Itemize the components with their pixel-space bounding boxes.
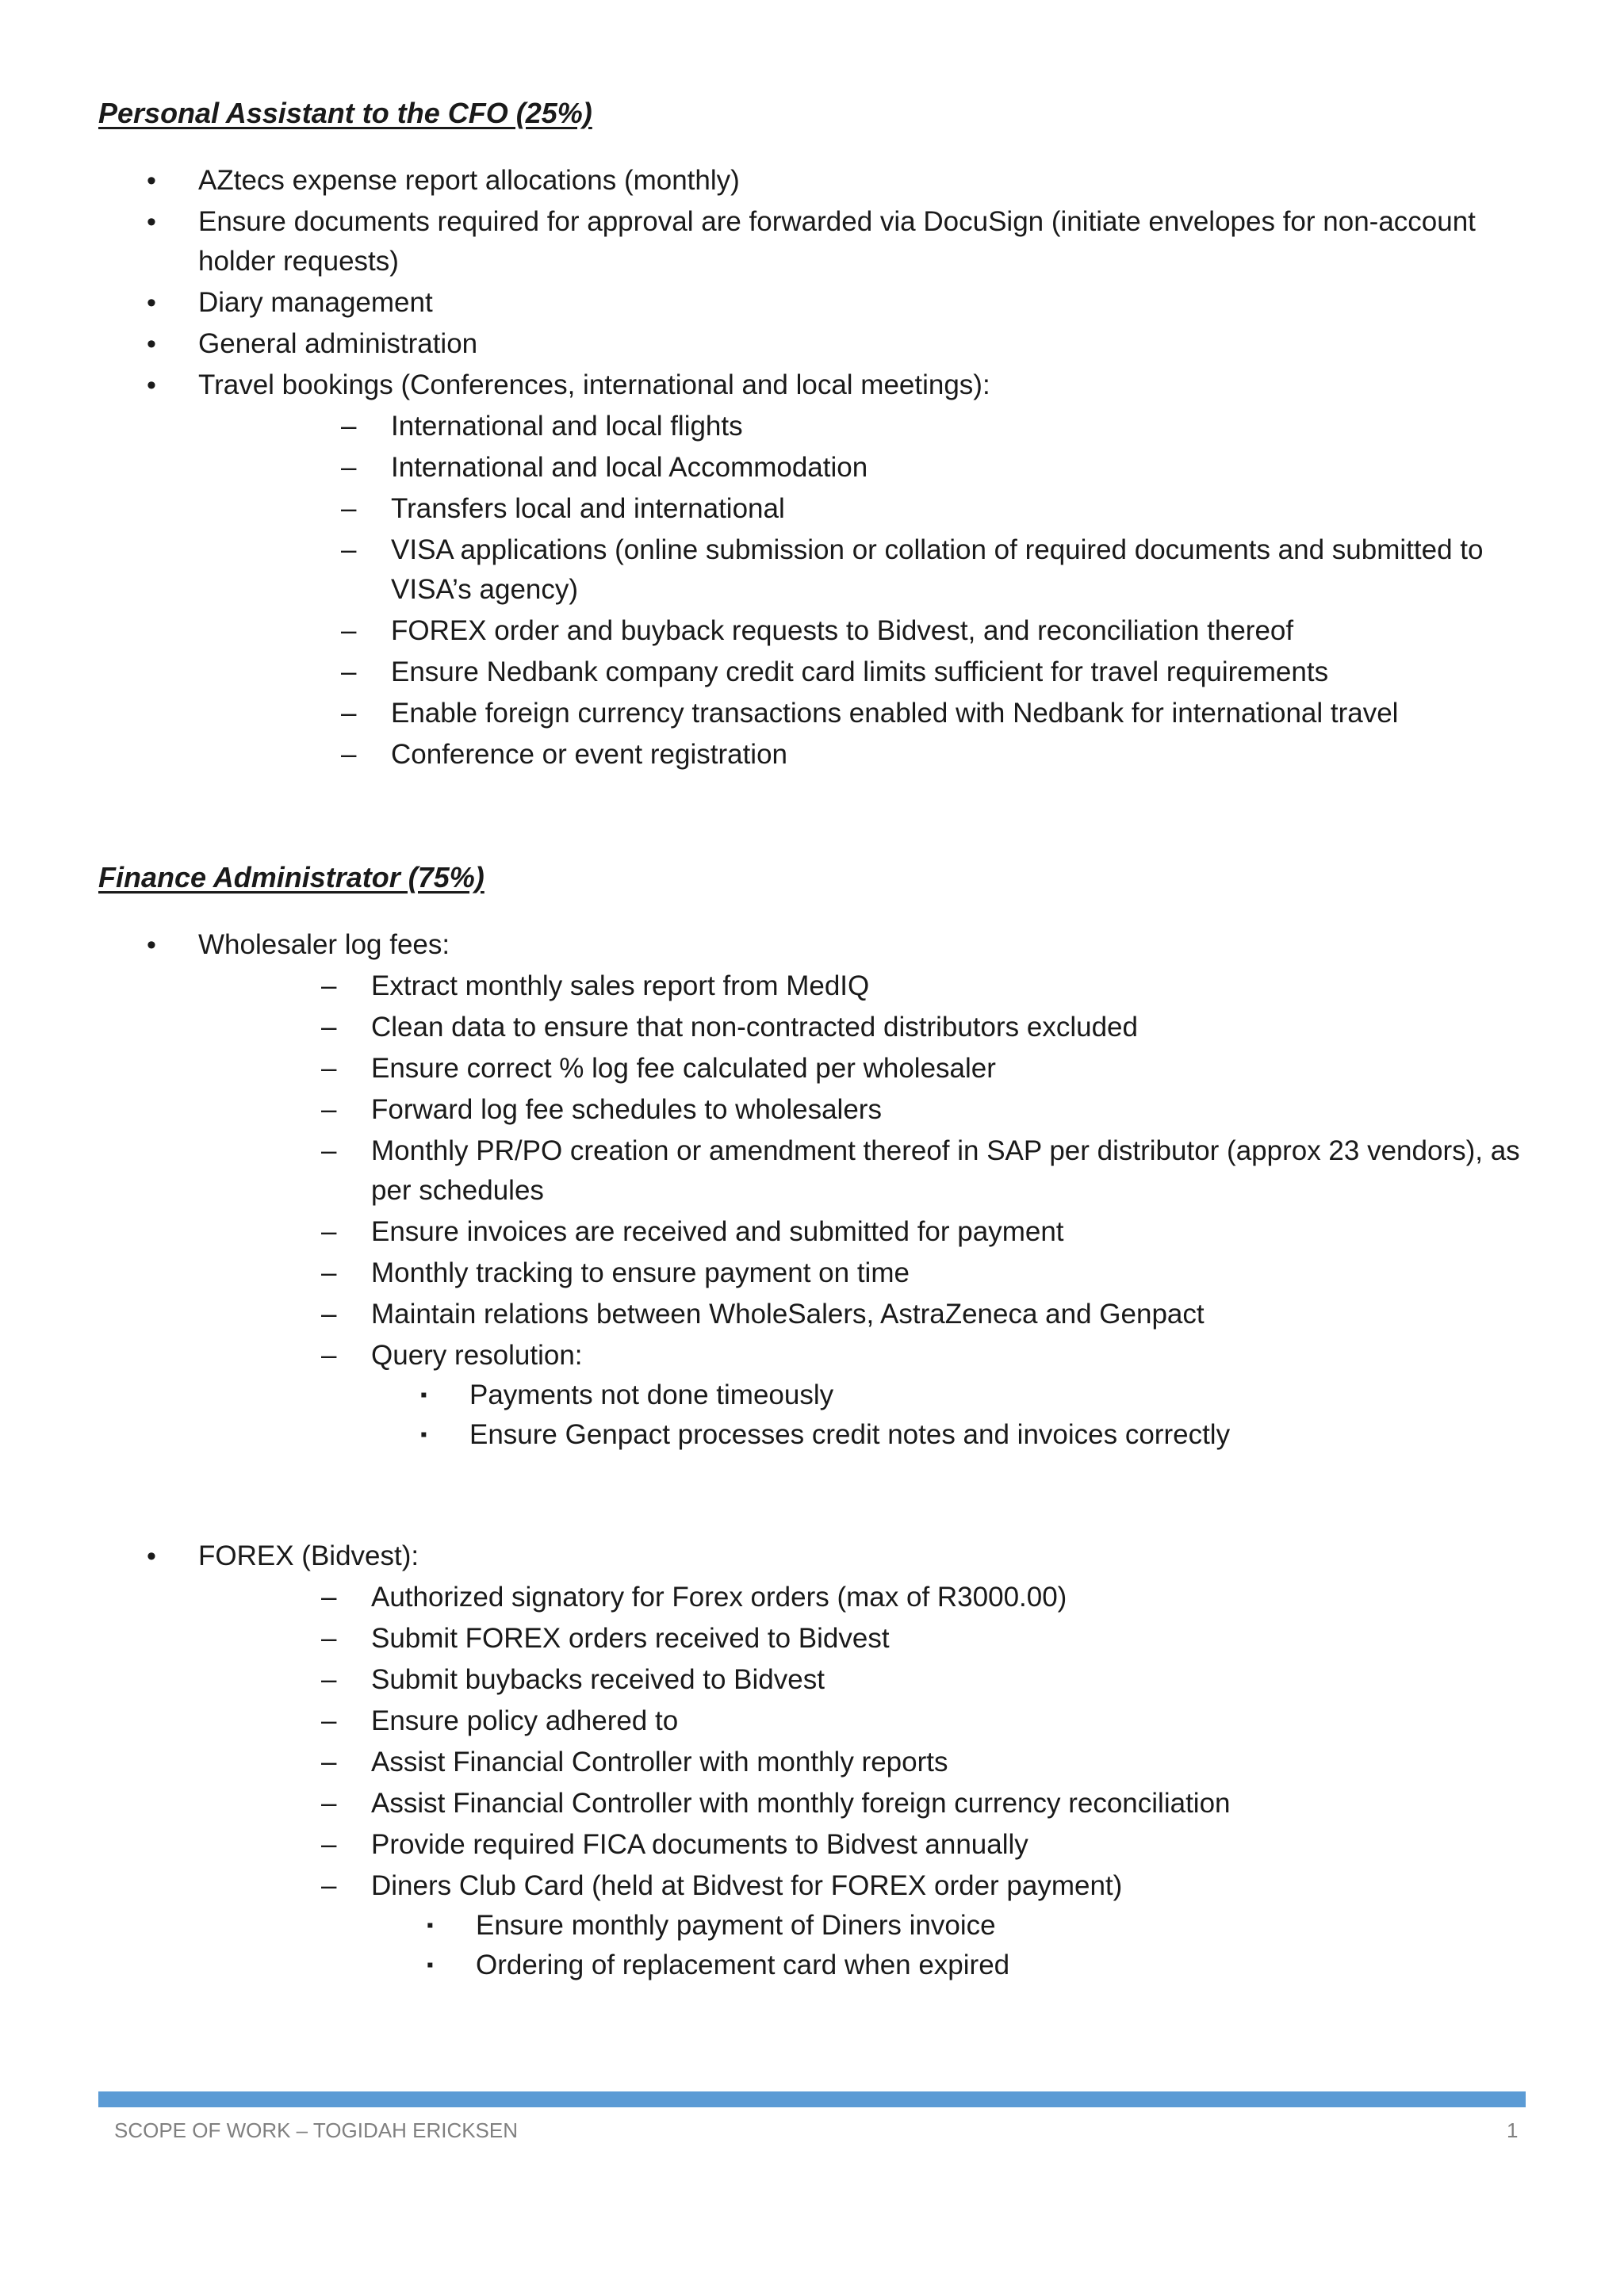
page-number: 1 xyxy=(1507,2118,1519,2142)
dash-icon: – xyxy=(321,1053,337,1084)
section-heading-finance-admin: Finance Administrator (75%) xyxy=(98,861,485,894)
bullet-icon: • xyxy=(147,207,156,237)
dash-icon: – xyxy=(321,1705,337,1736)
dash-icon: – xyxy=(321,1257,337,1288)
dash-icon: – xyxy=(321,1299,337,1330)
dash-icon: – xyxy=(321,1829,337,1860)
bullet-icon: • xyxy=(147,370,156,400)
dash-icon: – xyxy=(341,615,357,646)
dash-icon: – xyxy=(321,1094,337,1125)
list-item-continuation: holder requests) xyxy=(198,246,399,277)
square-bullet-icon: ▪ xyxy=(420,1424,427,1445)
dash-icon: – xyxy=(321,1012,337,1043)
bullet-icon: • xyxy=(147,1541,156,1571)
sub-list-item-continuation: per schedules xyxy=(371,1175,544,1206)
square-bullet-icon: ▪ xyxy=(427,1915,434,1936)
dash-icon: – xyxy=(321,1788,337,1819)
dash-icon: – xyxy=(321,1340,337,1371)
bullet-icon: • xyxy=(147,329,156,359)
dash-icon: – xyxy=(321,1582,337,1613)
square-bullet-icon: ▪ xyxy=(420,1384,427,1406)
footer-title: SCOPE OF WORK – TOGIDAH ERICKSEN xyxy=(114,2118,519,2142)
bullet-icon: • xyxy=(147,166,156,196)
dash-icon: – xyxy=(321,1216,337,1247)
document-page: Personal Assistant to the CFO (25%) • AZtecs expense report allocations (monthly) • Ensure documents required for approval are forwarded via DocuSign (initiate envelopes for non-account holder requests) • Diary management • General administration • Travel bookings (Conferences, international and local meetings): – International and local flights – International and local Accommodation – Transfers local and international – VISA applications (online submission or collation of required documents and submitted to VISA’s agency) – FOREX order and buyback requests to Bidvest, and reconciliation thereof – Ensure Nedbank company credit card limits sufficient for travel requirements – Enable foreign currency transactions enabled with Nedbank for international travel – Conference or event registration Finance Administrator (75%) • Wholesaler log fees: – Extract monthly sales report from MedIQ – Clean data to ensure that non-contracted distributors excluded – Ensure correct % log fee calculated per wholesaler – Forward log fee schedules to wholesalers – Monthly PR/PO creation or amendment thereof in SAP per distributor (approx 23 vendors), as per schedules – Ensure invoices are received and submitted for payment – Monthly tracking to ensure payment on time – Maintain relations between WholeSalers, AstraZeneca and Genpact – Query resolution: ▪ Payments not done timeously ▪ Ensure Genpact processes credit notes and invoices correctly • FOREX (Bidvest): – Authorized signatory for Forex orders (max of R3000.00) – Submit FOREX orders received to Bidvest – Submit buybacks received to Bidvest – Ensure policy adhered to – Assist Financial Controller with monthly reports – Assist Financial Controller with monthly foreign currency reconciliation – Provide required FICA documents to Bidvest annually – Diners Club Card (held at Bidvest for FOREX order payment) ▪ Ensure monthly payment of Diners invoice ▪ Ordering of replacement card when expired SCOPE OF WORK – TOGIDAH ERICKSEN 1 xyxy=(0,0,1624,2296)
dash-icon: – xyxy=(321,1135,337,1166)
dash-icon: – xyxy=(341,493,357,524)
section-heading-pa-cfo: Personal Assistant to the CFO (25%) xyxy=(98,97,592,129)
sub-list-item-continuation: VISA’s agency) xyxy=(391,574,579,605)
dash-icon: – xyxy=(321,970,337,1001)
dash-icon: – xyxy=(341,452,357,483)
dash-icon: – xyxy=(321,1623,337,1654)
dash-icon: – xyxy=(341,739,357,770)
bullet-icon: • xyxy=(147,288,156,318)
bullet-icon: • xyxy=(147,930,156,960)
dash-icon: – xyxy=(341,698,357,729)
dash-icon: – xyxy=(321,1664,337,1695)
dash-icon: – xyxy=(341,411,357,442)
square-bullet-icon: ▪ xyxy=(427,1954,434,1976)
dash-icon: – xyxy=(321,1870,337,1901)
footer-rule xyxy=(98,2091,1526,2107)
dash-icon: – xyxy=(341,656,357,687)
dash-icon: – xyxy=(321,1747,337,1777)
dash-icon: – xyxy=(341,534,357,565)
